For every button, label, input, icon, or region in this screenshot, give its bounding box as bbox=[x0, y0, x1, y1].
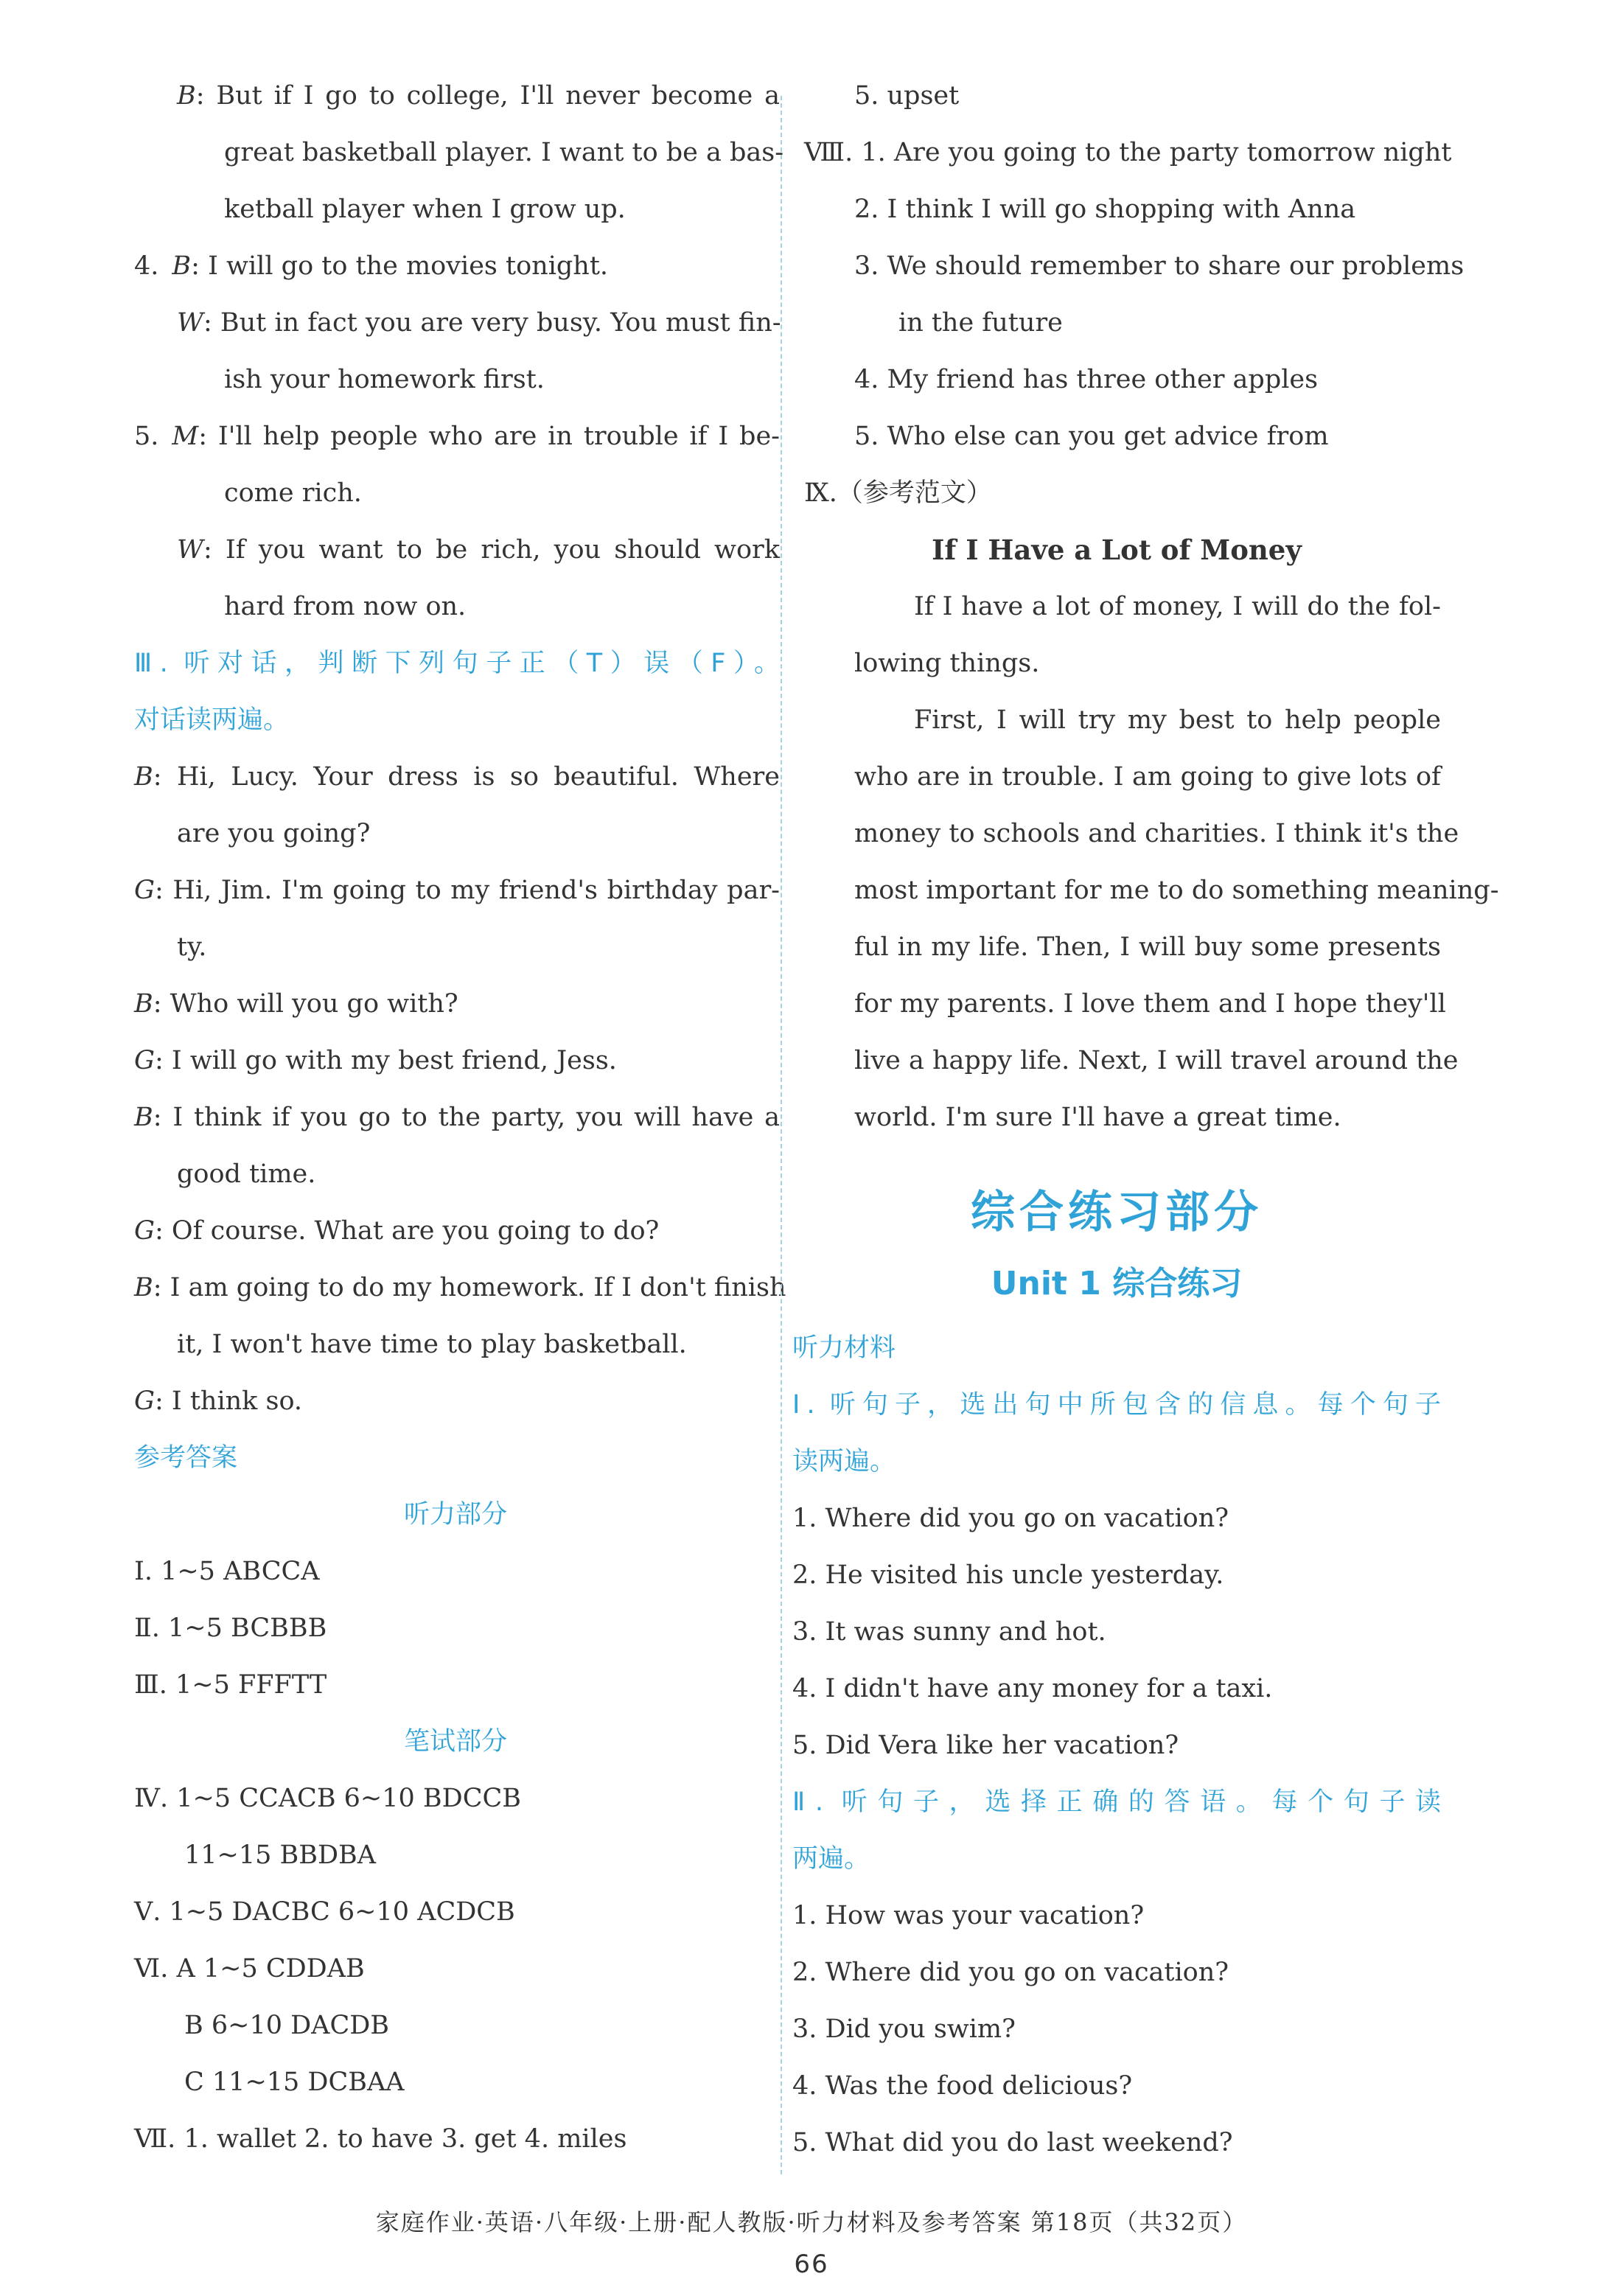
line-text: 听力材料 bbox=[792, 1333, 896, 1363]
speaker-label: B bbox=[177, 81, 196, 111]
text-line bbox=[792, 1785, 1441, 1819]
text-line bbox=[184, 2065, 780, 2099]
text-line bbox=[914, 590, 1441, 624]
line-text: money to schools and charities. I think it's the bbox=[854, 819, 1459, 848]
text-line: 5. M: I'll help people who are in trouble if I be- bbox=[134, 422, 781, 451]
line-text: 1. Where did you go on vacation? bbox=[792, 1504, 1229, 1533]
text-line: W: But in fact you are very busy. You must fin- bbox=[177, 308, 781, 338]
text-line bbox=[792, 1501, 1441, 1535]
text-line bbox=[177, 817, 780, 851]
speaker-label: B bbox=[172, 251, 192, 281]
text-line bbox=[224, 192, 780, 226]
line-text: I think if you go to the party, you will have a bbox=[172, 1103, 780, 1132]
line-text: First, I will try my best to help people bbox=[914, 705, 1441, 735]
text-line bbox=[134, 1441, 780, 1475]
line-text: 3. It was sunny and hot. bbox=[792, 1617, 1106, 1647]
text-line bbox=[804, 136, 1452, 170]
text-line bbox=[854, 873, 1499, 907]
speaker-label: W bbox=[177, 308, 203, 338]
line-text: But in fact you are very busy. You must fin- bbox=[220, 308, 781, 338]
line-text: great basketball player. I want to be a bas- bbox=[224, 138, 784, 167]
line-text: Hi, Lucy. Your dress is so beautiful. Where bbox=[176, 762, 780, 792]
line-text: Unit 1 综合练习 bbox=[991, 1265, 1243, 1302]
text-line bbox=[854, 419, 1441, 453]
text-line: W: If you want to be rich, you should work bbox=[177, 535, 780, 565]
text-line bbox=[792, 1445, 1441, 1479]
item-number: 5. bbox=[134, 422, 159, 451]
speaker-label: G bbox=[134, 876, 155, 905]
text-line bbox=[792, 1672, 1441, 1706]
text-line bbox=[854, 930, 1441, 964]
text-line bbox=[134, 1668, 780, 1702]
text-line bbox=[792, 533, 1441, 567]
line-text: world. I'm sure I'll have a great time. bbox=[854, 1103, 1341, 1132]
line-text: 综合练习部分 bbox=[971, 1187, 1263, 1238]
text-line bbox=[131, 1725, 780, 1759]
line-text: 对话读两遍。 bbox=[134, 705, 290, 735]
line-text: ish your homework first. bbox=[224, 365, 545, 394]
text-line bbox=[914, 703, 1441, 737]
line-text: 4. My friend has three other apples bbox=[854, 365, 1319, 394]
line-text: 2. I think I will go shopping with Anna bbox=[854, 195, 1356, 224]
text-line bbox=[898, 306, 1441, 340]
item-number: 4. bbox=[134, 251, 159, 281]
line-text: I will go with my best friend, Jess. bbox=[171, 1046, 617, 1075]
line-text: 4. I didn't have any money for a taxi. bbox=[792, 1674, 1273, 1703]
line-text: 读两遍。 bbox=[792, 1447, 896, 1476]
line-text: But if I go to college, I'll never become a bbox=[216, 81, 780, 111]
text-line bbox=[854, 1100, 1441, 1134]
text-line bbox=[224, 476, 780, 510]
line-text: 笔试部分 bbox=[403, 1727, 507, 1756]
text-line: B: But if I go to college, I'll never become a bbox=[177, 81, 780, 111]
text-line bbox=[134, 1952, 780, 1986]
line-text: If I have a lot of money, I will do the fol- bbox=[914, 592, 1441, 621]
text-line bbox=[854, 1044, 1459, 1078]
text-line bbox=[792, 1899, 1441, 1933]
line-text: Ⅰ. 听句子，选出句中所包含的信息。每个句子 bbox=[792, 1390, 1441, 1420]
text-line bbox=[792, 1558, 1441, 1592]
line-text: If you want to be rich, you should work bbox=[225, 535, 780, 565]
speaker-label: B bbox=[134, 762, 153, 792]
line-text: If I Have a Lot of Money bbox=[932, 534, 1302, 566]
text-line bbox=[792, 2012, 1441, 2046]
text-line bbox=[134, 2122, 780, 2156]
text-line bbox=[177, 930, 780, 964]
line-text: I'll help people who are in trouble if I be- bbox=[217, 422, 781, 451]
line-text: I am going to do my homework. If I don't finish bbox=[170, 1273, 786, 1302]
line-text: Ⅷ. 1. Are you going to the party tomorrow night bbox=[804, 138, 1452, 167]
line-text: I will go to the movies tonight. bbox=[208, 251, 609, 281]
text-line: B: I think if you go to the party, you will have a bbox=[134, 1103, 780, 1132]
line-text: 1. How was your vacation? bbox=[792, 1901, 1145, 1930]
line-text: lowing things. bbox=[854, 649, 1040, 678]
text-line bbox=[177, 1157, 780, 1191]
text-line bbox=[792, 1388, 1441, 1422]
text-line bbox=[804, 476, 1441, 510]
text-line bbox=[854, 760, 1441, 794]
line-text: Ⅴ. 1~5 DACBC 6~10 ACDCB bbox=[134, 1897, 515, 1927]
line-text: it, I won't have time to play basketball. bbox=[177, 1330, 687, 1359]
speaker-label: B bbox=[134, 1273, 153, 1302]
text-line bbox=[854, 249, 1465, 283]
line-text: 参考答案 bbox=[134, 1443, 238, 1473]
line-text: Ⅲ. 听对话，判断下列句子正（T）误（F）。 bbox=[134, 649, 780, 678]
line-text: come rich. bbox=[224, 478, 362, 508]
text-line: B: I am going to do my homework. If I don't finish bbox=[134, 1273, 786, 1302]
text-line bbox=[792, 1728, 1441, 1762]
text-line bbox=[134, 646, 780, 680]
line-text: 5. Did Vera like her vacation? bbox=[792, 1731, 1179, 1760]
line-text: live a happy life. Next, I will travel around the bbox=[854, 1046, 1459, 1075]
line-text: for my parents. I love them and I hope they'll bbox=[854, 989, 1446, 1019]
text-line bbox=[854, 192, 1441, 226]
line-text: good time. bbox=[177, 1159, 316, 1189]
line-text: 两遍。 bbox=[792, 1844, 870, 1874]
text-line bbox=[134, 1611, 780, 1645]
text-line bbox=[792, 2126, 1441, 2160]
line-text: 5. upset bbox=[854, 81, 960, 111]
line-text: Who will you go with? bbox=[170, 989, 458, 1019]
text-line: G: Of course. What are you going to do? bbox=[134, 1216, 660, 1246]
text-line bbox=[792, 2069, 1441, 2103]
text-line bbox=[184, 1838, 780, 1872]
text-line bbox=[854, 646, 1441, 680]
line-text: 2. He visited his uncle yesterday. bbox=[792, 1560, 1224, 1590]
text-line: G: I will go with my best friend, Jess. bbox=[134, 1046, 617, 1075]
line-text: Ⅱ. 听句子，选择正确的答语。每个句子读 bbox=[792, 1787, 1441, 1817]
line-text: 5. What did you do last weekend? bbox=[792, 2128, 1233, 2157]
line-text: 4. Was the food delicious? bbox=[792, 2071, 1133, 2101]
text-line bbox=[792, 1331, 1441, 1365]
speaker-label: G bbox=[134, 1386, 155, 1416]
text-line bbox=[177, 1327, 780, 1361]
speaker-label: G bbox=[134, 1046, 155, 1075]
line-text: Ⅲ. 1~5 FFFTT bbox=[134, 1670, 327, 1700]
text-line bbox=[792, 1267, 1441, 1301]
line-text: Ⅱ. 1~5 BCBBB bbox=[134, 1613, 327, 1643]
line-text: 11~15 BBDBA bbox=[184, 1840, 377, 1870]
text-line bbox=[224, 590, 780, 624]
text-line bbox=[792, 1615, 1441, 1649]
line-text: C 11~15 DCBAA bbox=[184, 2068, 405, 2097]
line-text: ful in my life. Then, I will buy some presents bbox=[854, 932, 1441, 962]
text-line: B: Who will you go with? bbox=[134, 989, 458, 1019]
line-text: 3. Did you swim? bbox=[792, 2014, 1016, 2044]
line-text: most important for me to do something meaning- bbox=[854, 876, 1499, 905]
line-text: 5. Who else can you get advice from bbox=[854, 422, 1329, 451]
line-text: Of course. What are you going to do? bbox=[171, 1216, 660, 1246]
column-divider bbox=[781, 96, 782, 2174]
speaker-label: B bbox=[134, 989, 153, 1019]
text-line: G: Hi, Jim. I'm going to my friend's birthday par- bbox=[134, 876, 781, 905]
speaker-label: M bbox=[172, 422, 199, 451]
line-text: Hi, Jim. I'm going to my friend's birthday par- bbox=[172, 876, 781, 905]
line-text: 听力部分 bbox=[403, 1500, 507, 1529]
text-line bbox=[854, 363, 1441, 397]
text-line bbox=[792, 1842, 1441, 1876]
line-text: Ⅸ.（参考范文） bbox=[804, 478, 992, 508]
line-text: Ⅰ. 1~5 ABCCA bbox=[134, 1557, 320, 1586]
text-line bbox=[224, 136, 784, 170]
text-line: B: Hi, Lucy. Your dress is so beautiful. Where bbox=[134, 762, 780, 792]
line-text: Ⅳ. 1~5 CCACB 6~10 BDCCB bbox=[134, 1784, 521, 1813]
speaker-label: G bbox=[134, 1216, 155, 1246]
line-text: Ⅶ. 1. wallet 2. to have 3. get 4. miles bbox=[134, 2124, 627, 2154]
line-text: in the future bbox=[898, 308, 1063, 338]
text-line bbox=[792, 1187, 1441, 1238]
footer-caption: 家庭作业·英语·八年级·上册·配人教版·听力材料及参考答案 第18页（共32页） bbox=[375, 2208, 1248, 2236]
text-line bbox=[134, 1782, 780, 1815]
text-line: G: I think so. bbox=[134, 1386, 303, 1416]
text-line bbox=[184, 2009, 780, 2042]
line-text: 3. We should remember to share our problems bbox=[854, 251, 1465, 281]
text-line bbox=[134, 1554, 780, 1588]
line-text: 2. Where did you go on vacation? bbox=[792, 1958, 1229, 1987]
line-text: ty. bbox=[177, 932, 207, 962]
speaker-label: W bbox=[177, 535, 203, 565]
line-text: who are in trouble. I am going to give lots of bbox=[854, 762, 1441, 792]
line-text: I think so. bbox=[171, 1386, 303, 1416]
line-text: B 6~10 DACDB bbox=[184, 2011, 390, 2040]
speaker-label: B bbox=[134, 1103, 153, 1132]
line-text: ketball player when I grow up. bbox=[224, 195, 626, 224]
text-line bbox=[134, 703, 780, 737]
text-line bbox=[854, 987, 1446, 1021]
text-line bbox=[854, 817, 1459, 851]
text-line bbox=[131, 1498, 780, 1532]
line-text: are you going? bbox=[177, 819, 371, 848]
text-line bbox=[134, 1895, 780, 1929]
page-number: 66 bbox=[794, 2250, 829, 2279]
text-line bbox=[224, 363, 780, 397]
text-line bbox=[854, 79, 1441, 113]
text-line: 4. B: I will go to the movies tonight. bbox=[134, 251, 609, 281]
line-text: hard from now on. bbox=[224, 592, 467, 621]
line-text: Ⅵ. A 1~5 CDDAB bbox=[134, 1954, 365, 1983]
text-line bbox=[792, 1955, 1441, 1989]
